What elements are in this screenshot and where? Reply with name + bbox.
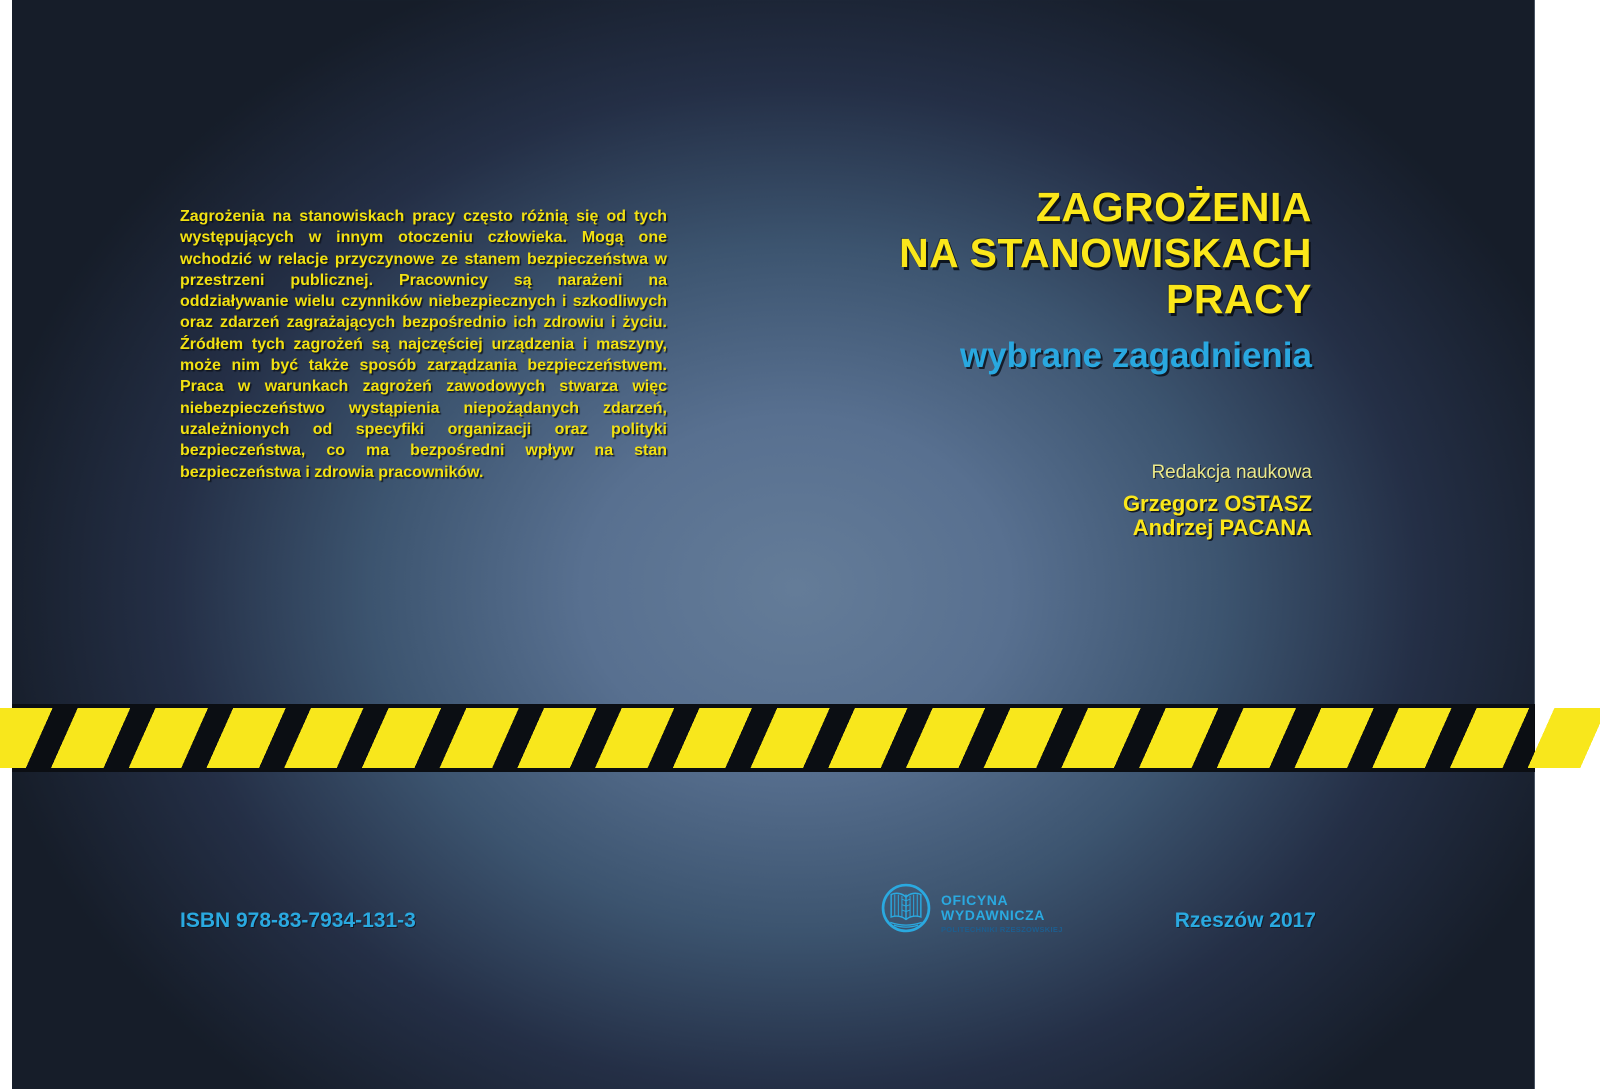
editors-block (1123, 462, 1312, 540)
publisher-name-line1: OFICYNA (941, 892, 1009, 908)
book-title (899, 184, 1312, 322)
title-line-2: NA STANOWISKACH (899, 230, 1312, 276)
back-cover-blurb: Zagrożenia na stanowiskach pracy często różnią się od tych występujących w innym otoczeniu człowieka. Mogą one wchodzić w relacje przyczynowe ze stanem bezpieczeństwa w przestrzeni publicznej. Pracownicy są narażeni na oddziaływanie wielu czynników niebezpiecznych i szkodliwych oraz zdarzeń zagrażających bezpośrednio ich zdrowiu i życiu. Źródłem tych zagrożeń są najczęściej urządzenia i maszyny, może nim być także sposób zarządzania bezpieczeństwem. Praca w warunkach zagrożeń zawodowych stwarza więc niebezpieczeństwo wystąpienia niepożądanych zdarzeń, uzależnionych od specyfiki organizacji oraz polityki bezpieczeństwa, co ma bezpośredni wpływ na stan bezpieczeństwa i zdrowia pracowników. (180, 208, 667, 481)
city-year-text: Rzeszów 2017 (1174, 909, 1316, 932)
book-subtitle: wybrane zagadnienia (959, 336, 1312, 375)
title-line-1: ZAGROŻENIA (1035, 184, 1312, 230)
editors-label: Redakcja naukowa (1151, 462, 1312, 483)
publisher-name-line3: POLITECHNIKI RZESZOWSKIEJ (941, 925, 1063, 934)
editor-name-2: Andrzej PACANA (1132, 515, 1312, 540)
title-line-3: PRACY (1165, 276, 1312, 322)
hazard-stripe-band (0, 704, 1600, 772)
publisher-logo (879, 881, 1063, 940)
hazard-stripe-yellow-stripes (0, 708, 1600, 768)
book-cover-spread (12, 0, 1535, 1089)
open-book-icon (879, 881, 933, 940)
publisher-name-line2: WYDAWNICZA (941, 907, 1045, 923)
isbn-text: ISBN 978-83-7934-131-3 (180, 909, 416, 932)
publisher-name (941, 893, 1063, 934)
editor-name-1: Grzegorz OSTASZ (1122, 491, 1312, 516)
